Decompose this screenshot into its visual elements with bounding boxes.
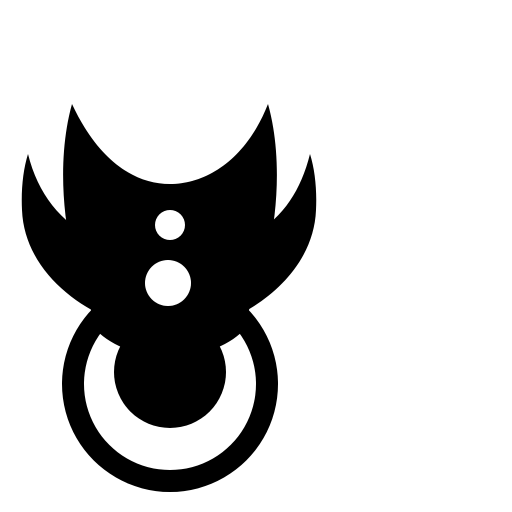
upper-dot bbox=[155, 210, 185, 240]
lower-dot bbox=[145, 260, 191, 306]
inner-disc bbox=[114, 316, 226, 428]
